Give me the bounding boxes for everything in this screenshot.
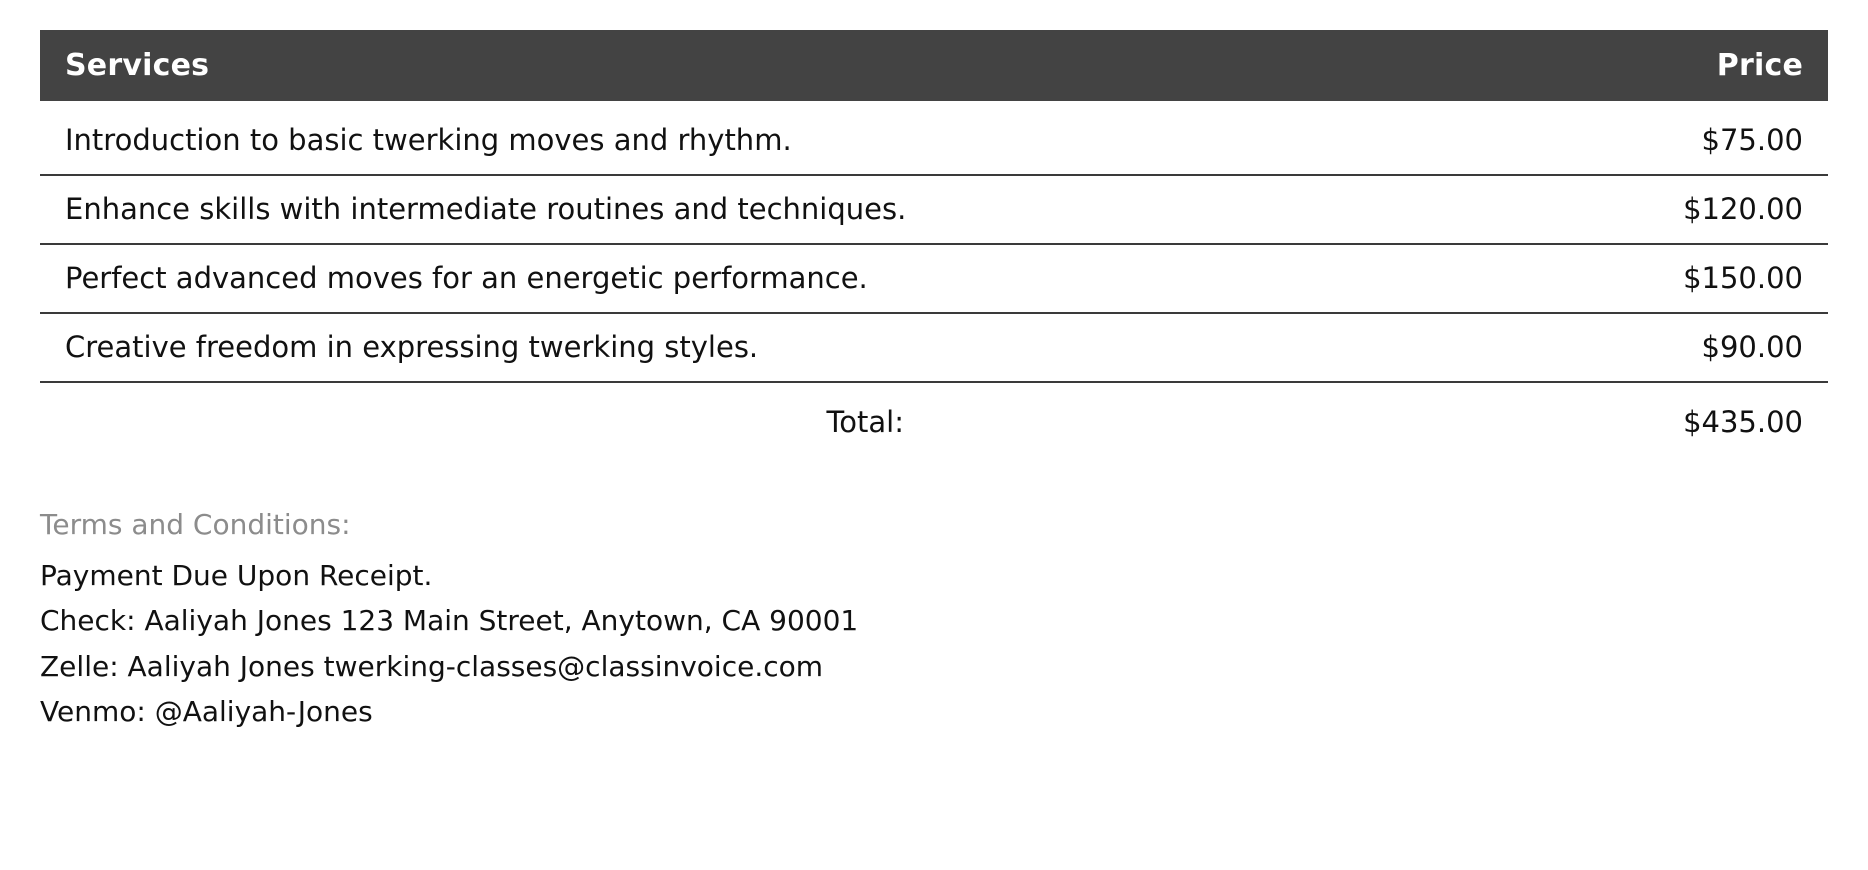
service-description: Perfect advanced moves for an energetic performance. (40, 244, 934, 313)
terms-title: Terms and Conditions: (40, 508, 351, 541)
table-row (40, 175, 1828, 244)
service-price: $120.00 (934, 175, 1828, 244)
column-header-services: Services (40, 30, 934, 101)
terms-and-conditions (40, 508, 1828, 734)
service-price: $75.00 (934, 101, 1828, 175)
total-value: $435.00 (1683, 405, 1803, 439)
column-header-price: Price (934, 30, 1828, 101)
table-row (40, 244, 1828, 313)
total-row (40, 382, 1828, 456)
services-table (40, 30, 1828, 456)
table-row (40, 313, 1828, 382)
total-label: Total: (826, 405, 904, 439)
service-price: $90.00 (934, 313, 1828, 382)
table-body (40, 101, 1828, 456)
terms-line-payment: Payment Due Upon Receipt. (40, 559, 433, 592)
table-header-row (40, 30, 1828, 101)
terms-line-zelle: Zelle: Aaliyah Jones twerking-classes@classinvoice.com (40, 649, 824, 683)
table-header (40, 30, 1828, 101)
service-description: Creative freedom in expressing twerking styles. (40, 313, 934, 382)
terms-line-venmo: Venmo: @Aaliyah-Jones (40, 695, 373, 729)
table-row (40, 101, 1828, 175)
service-description: Enhance skills with intermediate routines and techniques. (40, 175, 934, 244)
service-description: Introduction to basic twerking moves and rhythm. (40, 101, 934, 175)
service-price: $150.00 (934, 244, 1828, 313)
terms-line-check: Check: Aaliyah Jones 123 Main Street, Anytown, CA 90001 (40, 604, 859, 638)
